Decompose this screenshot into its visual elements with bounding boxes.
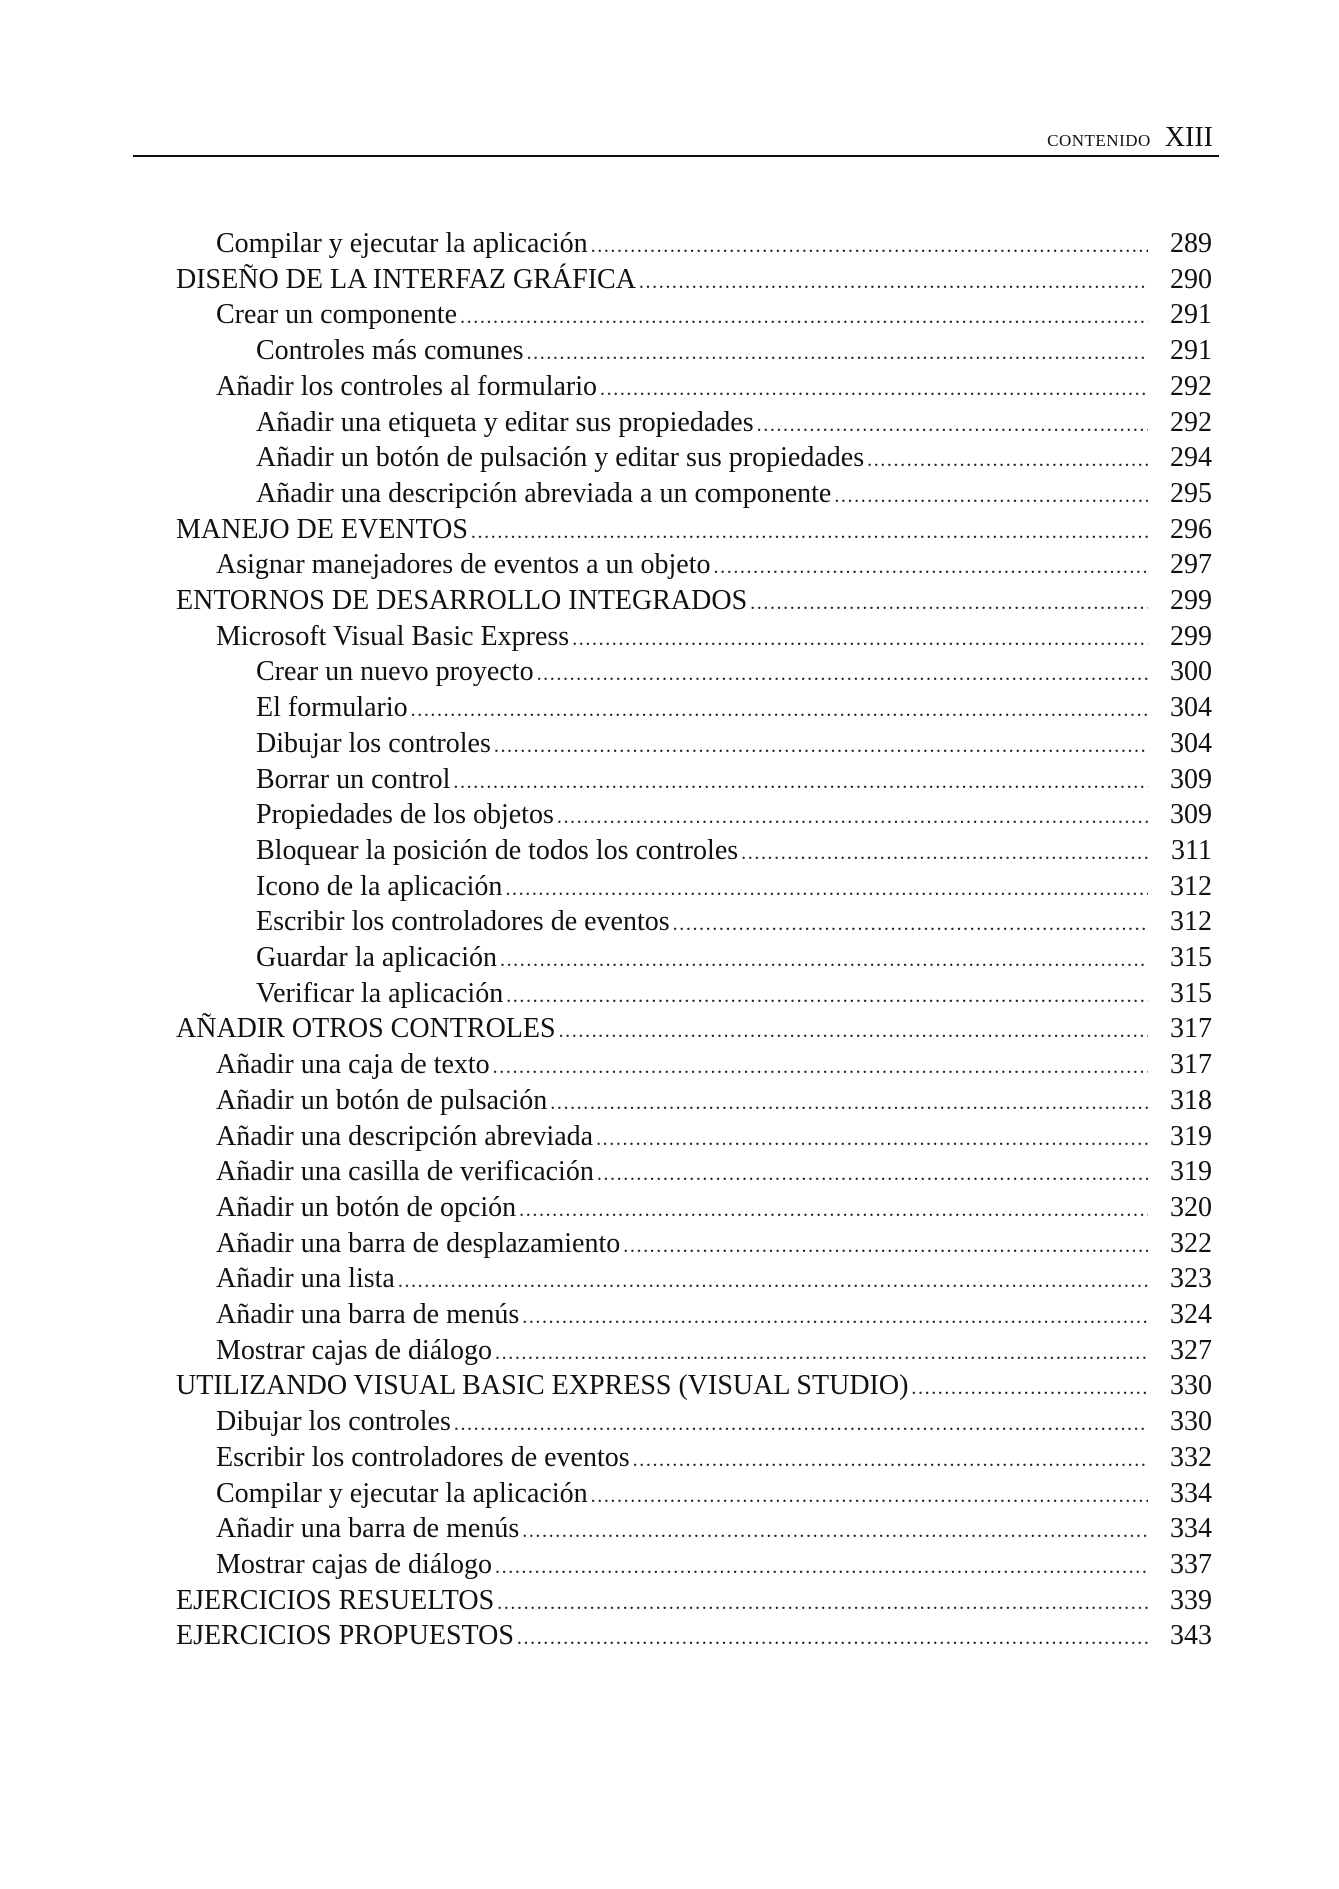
dot-leader xyxy=(506,978,1148,1014)
dot-leader xyxy=(527,335,1148,371)
toc-entry-page: 332 xyxy=(1170,1441,1212,1473)
toc-entry-title: Añadir una barra de desplazamiento xyxy=(216,1227,621,1259)
toc-entry-page: 343 xyxy=(1170,1620,1212,1652)
toc-entry xyxy=(256,690,1212,726)
toc-entry-page: 295 xyxy=(1170,477,1212,509)
dot-leader xyxy=(460,299,1148,335)
dot-leader xyxy=(673,906,1148,942)
toc-entry-page: 291 xyxy=(1170,299,1212,331)
toc-entry-page: 296 xyxy=(1170,513,1212,545)
toc-entry xyxy=(216,1119,1212,1155)
toc-entry-title: Añadir una lista xyxy=(216,1263,395,1295)
toc-entry xyxy=(216,369,1212,405)
dot-leader xyxy=(537,656,1148,692)
header-rule xyxy=(133,155,1219,157)
toc-entry xyxy=(216,1333,1212,1369)
toc-entry-page: 339 xyxy=(1170,1584,1212,1616)
toc-entry-title: Borrar un control xyxy=(256,763,451,795)
toc-entry xyxy=(216,1154,1212,1190)
toc-entry-page: 324 xyxy=(1170,1299,1212,1330)
toc-entry-title: EJERCICIOS PROPUESTOS xyxy=(176,1620,514,1652)
toc-entry-title: EJERCICIOS RESUELTOS xyxy=(176,1584,495,1616)
toc-entry xyxy=(216,619,1212,655)
toc-entry xyxy=(256,440,1212,476)
toc-entry xyxy=(176,1583,1212,1619)
dot-leader xyxy=(633,1442,1148,1478)
toc-entry-title: Crear un componente xyxy=(216,299,458,331)
toc-entry-title: Mostrar cajas de diálogo xyxy=(216,1548,493,1580)
dot-leader xyxy=(714,549,1148,585)
toc-entry xyxy=(176,1368,1212,1404)
dot-leader xyxy=(597,1156,1148,1192)
toc-entry xyxy=(256,940,1212,976)
toc-entry-title: Verificar la aplicación xyxy=(256,977,504,1009)
dot-leader xyxy=(505,871,1148,907)
toc-entry-title: Guardar la aplicación xyxy=(256,942,497,973)
toc-entry-page: 291 xyxy=(1170,335,1212,367)
toc-entry xyxy=(256,762,1212,798)
toc-entry-page: 311 xyxy=(1171,834,1212,866)
toc-entry-page: 317 xyxy=(1170,1049,1212,1081)
toc-entry-title: ENTORNOS DE DESARROLLO INTEGRADOS xyxy=(176,585,748,616)
toc-entry xyxy=(176,1011,1212,1047)
toc-entry-page: 309 xyxy=(1170,799,1212,831)
toc-entry-page: 319 xyxy=(1170,1156,1212,1188)
dot-leader xyxy=(550,1085,1148,1121)
toc-entry-page: 318 xyxy=(1170,1084,1212,1116)
dot-leader xyxy=(519,1192,1148,1228)
toc-entry-title: Escribir los controladores de eventos xyxy=(256,906,670,938)
toc-entry xyxy=(216,1547,1212,1583)
toc-entry xyxy=(256,976,1212,1012)
dot-leader xyxy=(600,371,1148,407)
toc-entry xyxy=(216,547,1212,583)
dot-leader xyxy=(559,1013,1148,1049)
dot-leader xyxy=(911,1370,1148,1406)
toc-entry-page: 297 xyxy=(1170,549,1212,581)
dot-leader xyxy=(591,228,1148,264)
toc-entry-page: 312 xyxy=(1170,870,1212,902)
toc-entry-page: 319 xyxy=(1170,1120,1212,1152)
toc-entry-title: Crear un nuevo proyecto xyxy=(256,656,534,688)
toc-entry xyxy=(256,904,1212,940)
toc-entry-page: 292 xyxy=(1170,370,1212,402)
toc-entry-title: Añadir una caja de texto xyxy=(216,1049,490,1081)
dot-leader xyxy=(500,942,1148,978)
dot-leader xyxy=(493,1049,1148,1085)
dot-leader xyxy=(522,1299,1148,1335)
toc-entry-page: 294 xyxy=(1170,442,1212,474)
toc-entry xyxy=(216,1476,1212,1512)
toc-entry-title: El formulario xyxy=(256,692,408,724)
toc-entry-page: 315 xyxy=(1170,977,1212,1009)
toc-entry-page: 299 xyxy=(1170,585,1212,616)
dot-leader xyxy=(639,264,1148,300)
toc-entry-page: 330 xyxy=(1170,1406,1212,1438)
toc-entry-page: 317 xyxy=(1170,1013,1212,1045)
toc-entry-page: 292 xyxy=(1170,406,1212,438)
toc-entry xyxy=(256,833,1212,869)
toc-entry-page: 334 xyxy=(1170,1477,1212,1509)
toc-entry xyxy=(216,226,1212,262)
toc-entry-title: Añadir una descripción abreviada a un componente xyxy=(256,477,832,509)
dot-leader xyxy=(867,442,1148,478)
toc-entry xyxy=(176,583,1212,619)
toc-entry-title: Mostrar cajas de diálogo xyxy=(216,1334,493,1366)
dot-leader xyxy=(522,1513,1148,1549)
dot-leader xyxy=(572,621,1148,657)
dot-leader xyxy=(591,1478,1148,1514)
toc-entry xyxy=(256,726,1212,762)
dot-leader xyxy=(453,764,1148,800)
toc-entry-title: Dibujar los controles xyxy=(256,727,491,759)
dot-leader xyxy=(517,1620,1148,1656)
toc-entry xyxy=(216,1083,1212,1119)
toc-entry-page: 304 xyxy=(1170,727,1212,759)
toc-entry-page: 323 xyxy=(1170,1263,1212,1295)
dot-leader xyxy=(834,478,1148,514)
dot-leader xyxy=(495,1549,1148,1585)
toc-entry-title: Bloquear la posición de todos los controles xyxy=(256,834,739,866)
toc-entry-page: 312 xyxy=(1170,906,1212,938)
toc-entry-title: Añadir una casilla de verificación xyxy=(216,1156,594,1188)
toc-entry-title: Microsoft Visual Basic Express xyxy=(216,620,570,652)
toc-entry-title: Añadir un botón de opción xyxy=(216,1191,517,1223)
toc-entry-page: 330 xyxy=(1170,1370,1212,1402)
toc-entry-page: 334 xyxy=(1170,1513,1212,1545)
toc-entry-title: Asignar manejadores de eventos a un objeto xyxy=(216,549,711,581)
dot-leader xyxy=(411,692,1148,728)
toc-entry-title: Escribir los controladores de eventos xyxy=(216,1441,630,1473)
toc-entry-page: 290 xyxy=(1170,263,1212,295)
toc-entry xyxy=(256,476,1212,512)
toc-entry xyxy=(176,1618,1212,1654)
toc-entry xyxy=(256,797,1212,833)
toc-entry xyxy=(216,1226,1212,1262)
toc-entry-title: Añadir una descripción abreviada xyxy=(216,1120,594,1152)
toc-entry xyxy=(216,1440,1212,1476)
toc-entry-title: Añadir una barra de menús xyxy=(216,1513,520,1545)
page-number: XIII xyxy=(1164,122,1213,153)
toc-entry-title: Añadir una etiqueta y editar sus propiedades xyxy=(256,406,754,438)
toc-entry-page: 289 xyxy=(1170,228,1212,259)
toc-entry xyxy=(256,405,1212,441)
toc-entry-title: Añadir un botón de pulsación xyxy=(216,1084,548,1116)
toc-entry-page: 304 xyxy=(1170,692,1212,724)
toc-entry-title: Compilar y ejecutar la aplicación xyxy=(216,1477,588,1509)
toc-entry-title: MANEJO DE EVENTOS xyxy=(176,513,468,545)
toc-entry xyxy=(216,1297,1212,1333)
dot-leader xyxy=(494,728,1148,764)
toc-entry-page: 299 xyxy=(1170,620,1212,652)
toc-entry-page: 337 xyxy=(1170,1548,1212,1580)
dot-leader xyxy=(398,1263,1148,1299)
toc-entry xyxy=(216,1511,1212,1547)
toc-entry-title: Dibujar los controles xyxy=(216,1406,451,1438)
toc-entry-title: Añadir los controles al formulario xyxy=(216,370,598,402)
toc-entry-title: AÑADIR OTROS CONTROLES xyxy=(176,1013,556,1045)
toc-entry-title: Icono de la aplicación xyxy=(256,870,503,902)
toc-entry-page: 322 xyxy=(1170,1227,1212,1259)
toc-entry xyxy=(216,1261,1212,1297)
dot-leader xyxy=(750,585,1148,621)
toc-entry-title: Compilar y ejecutar la aplicación xyxy=(216,228,588,259)
dot-leader xyxy=(557,799,1148,835)
toc-entry-page: 315 xyxy=(1170,942,1212,973)
dot-leader xyxy=(741,835,1148,871)
toc-entry xyxy=(216,297,1212,333)
chapter-label: CONTENIDO xyxy=(1047,131,1151,150)
toc-entry-page: 327 xyxy=(1170,1334,1212,1366)
toc-entry-title: UTILIZANDO VISUAL BASIC EXPRESS (VISUAL STUDIO) xyxy=(176,1370,909,1402)
toc-entry-page: 309 xyxy=(1170,763,1212,795)
dot-leader xyxy=(596,1121,1148,1157)
dot-leader xyxy=(623,1228,1148,1264)
toc-entry-title: Propiedades de los objetos xyxy=(256,799,554,831)
toc-entry-page: 320 xyxy=(1170,1191,1212,1223)
dot-leader xyxy=(471,514,1148,550)
toc-entry xyxy=(256,333,1212,369)
toc-entry xyxy=(216,1190,1212,1226)
dot-leader xyxy=(454,1406,1148,1442)
dot-leader xyxy=(757,407,1148,443)
toc-entry xyxy=(256,654,1212,690)
toc-entry-page: 300 xyxy=(1170,656,1212,688)
dot-leader xyxy=(495,1335,1148,1371)
toc-entry xyxy=(216,1404,1212,1440)
toc-entry-title: Añadir un botón de pulsación y editar sus propiedades xyxy=(256,442,865,474)
toc-entry xyxy=(256,869,1212,905)
toc-entry xyxy=(176,262,1212,298)
toc-entry xyxy=(176,512,1212,548)
toc-entry xyxy=(216,1047,1212,1083)
dot-leader xyxy=(497,1585,1148,1621)
toc-entry-title: DISEÑO DE LA INTERFAZ GRÁFICA xyxy=(176,263,636,295)
toc-entry-title: Añadir una barra de menús xyxy=(216,1299,520,1330)
toc-entry-title: Controles más comunes xyxy=(256,335,524,367)
